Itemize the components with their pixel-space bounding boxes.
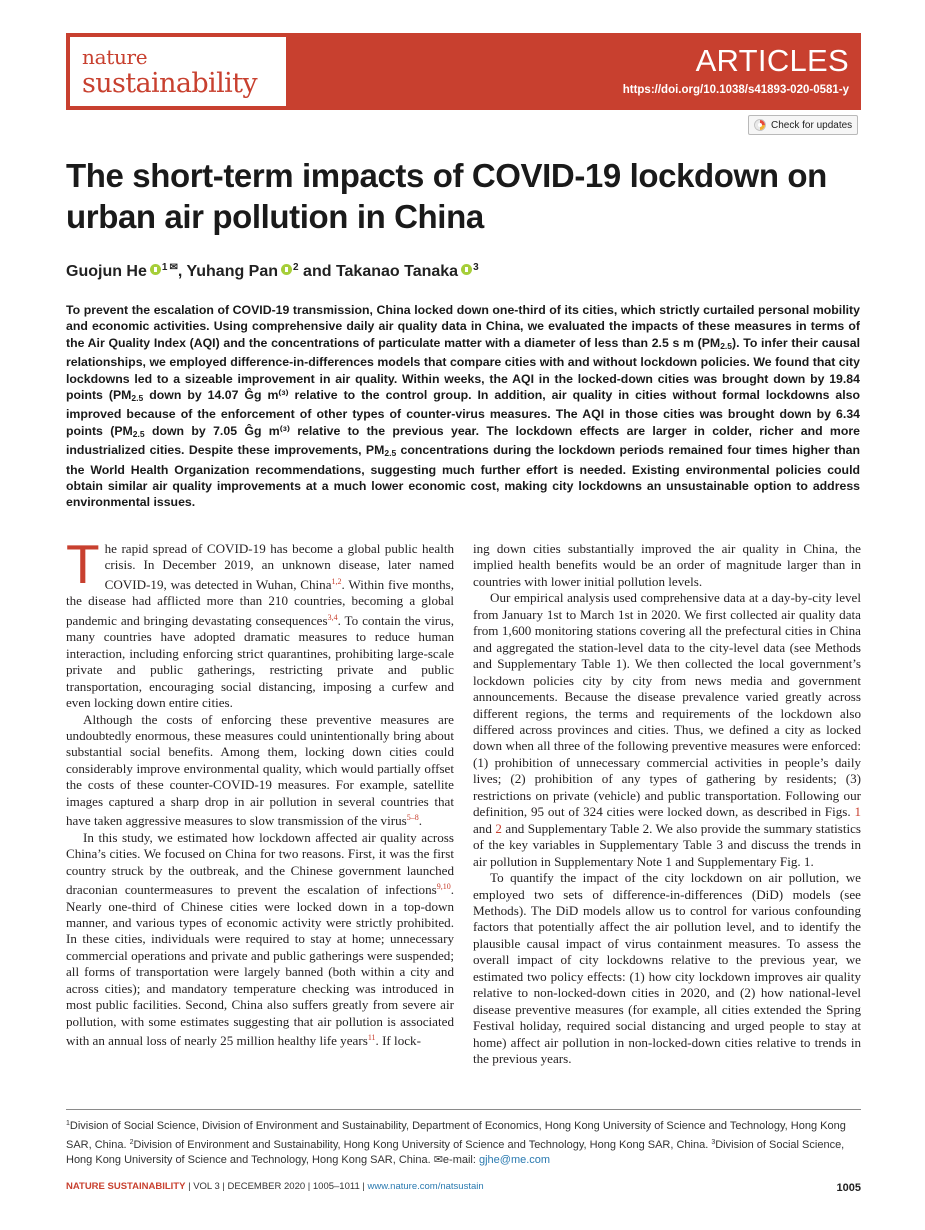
affiliation-marker: 3 <box>473 262 479 273</box>
subscript: 2.5 <box>720 340 733 351</box>
doi-link[interactable]: https://doi.org/10.1038/s41893-020-0581-y <box>622 84 849 96</box>
paragraph-text: . <box>418 813 423 829</box>
figure-link[interactable]: 1 <box>854 804 861 820</box>
abstract-text: down by 7.05 Ĝg m⁽³⁾ relative to the previous year. The lockdown effects are larger in colder, richer and more industrialized cities. Despite these improvements, PM <box>66 423 861 458</box>
paragraph-text: . If lock- <box>375 1033 421 1049</box>
orcid-icon[interactable] <box>461 264 472 275</box>
subscript: 2.5 <box>132 428 145 439</box>
article-title: The short-term impacts of COVID-19 lockdown on urban air pollution in China <box>66 157 827 235</box>
body-column-left <box>66 533 454 1050</box>
paragraph-text: Our empirical analysis used comprehensive data at a day-by-city level from January 1st to March 1st in 2020. We first collected air quality data from 1,600 monitoring stations covering all the prefectural cities in China and aggregated the station-level data to the city-level data (see Methods and Supplementary Table 1). We then collected the local government’s lockdown policies city by city from news media and government announcements. Because the disease prevalence varied greatly across different regions, the terms and requirements of the lockdown also differed across provinces and cities. Thus, we defined a city as locked down when all three of the following preventive measures were enforced: (1) prohibition of unnecessary commercial activities in people’s daily lives; (2) prohibition of any types of gathering by residents; (3) restrictions on private (vehicle) and public transportation. Following our definition, 95 out of 324 cities were locked down, as described in Figs. <box>473 590 861 820</box>
figure-link[interactable]: 2 <box>495 820 502 836</box>
journal-logo[interactable] <box>70 37 286 106</box>
affiliation-text: Division of Social Science, Division of Environment and Sustainability, Department of Economics, Hong Kong University of Science and Technology, Hong Kong SAR, China. <box>66 1120 846 1151</box>
author-name[interactable]: Yuhang Pan <box>186 263 279 280</box>
affiliation-marker: 1 <box>66 1120 70 1127</box>
affiliation-text: Division of Environment and Sustainability, Hong Kong University of Science and Technology, Hong Kong SAR, China. <box>133 1138 712 1151</box>
subscript: 2.5 <box>384 448 397 459</box>
abstract-text: To prevent the escalation of COVID-19 transmission, China locked down one-third of its cities, which strictly curtailed personal mobility and economic activities. Using comprehensive daily air quality data in China, we evaluated the impacts of these measures in terms of the Air Quality Index (AQI) and the concentrations of particulate matter with a diameter of less than 2.5 s m (PM <box>66 303 860 350</box>
abstract <box>66 302 860 511</box>
paragraph-text: . Nearly one-third of Chinese cities were locked down in a top-down manner, and various types of economic activity were strictly prohibited. In these cities, individuals were required to stay at home; unnecessary commercial operations and private and public gatherings were suspended; all forms of transportation were largely banned (both within a city and across cities); and mandatory temperature checking was introduced in most public facilities. Second, China also suffers greatly from severe air pollution, with some estimates suggesting that air pollution is associated with an annual loss of nearly 25 million healthy life years <box>66 882 454 1049</box>
author-list <box>66 262 479 281</box>
author-separator: , <box>177 263 187 280</box>
envelope-icon: ✉ <box>433 1154 443 1167</box>
abstract-text: concentrations during the lockdown periods remained four times higher than the World Health Organization recommendations, suggesting much further effort is needed. Existing environmental policies could obtain similar air quality improvements at a much lower economic cost, making city lockdowns an unsustainable option to address environmental issues. <box>66 443 860 510</box>
paragraph-text: Although the costs of enforcing these preventive measures are undoubtedly enormous, these measures could unintentionally bring about substantial social benefits. Among them, locking down cities could considerably improve environmental quality, which would partially offset the costs of these counter-COVID-19 measures. For example, satellite images captured a sharp drop in air pollution in several countries that have taken aggressive measures to slow transmission of the virus <box>66 711 454 829</box>
body-paragraph <box>66 533 454 712</box>
author-separator: and <box>298 263 336 280</box>
body-paragraph <box>66 830 454 1050</box>
journal-banner <box>66 33 861 110</box>
journal-website-link[interactable]: www.nature.com/natsustain <box>367 1181 484 1192</box>
abstract-text: down by 14.07 Ĝg m⁽³⁾ relative to the control group. In addition, air quality in cities without formal lockdowns also improved because of the enforcement of other types of counter-virus measures. The AQI in those cities was brought down by 6.34 points (PM <box>66 388 861 438</box>
orcid-icon[interactable] <box>150 264 161 275</box>
subscript: 2.5 <box>131 393 144 404</box>
page-footer <box>66 1181 484 1192</box>
paragraph-text: and <box>473 820 496 836</box>
affiliation-marker: 2 <box>129 1138 134 1146</box>
citation-link[interactable]: 3,4 <box>327 612 338 622</box>
affiliations-footnote <box>66 1116 866 1169</box>
affiliation-marker: 1 <box>161 262 168 273</box>
body-paragraph: To quantify the impact of the city lockdown on air pollution, we employed two sets of difference-in-differences (DiD) models (see Methods). The DiD models allow us to control for various confounding factors that potentially affect the air pollution level, and to identify the plausible causal impact of virus containment measures. To assess the overall impact of city lockdowns relative to the previous year, we estimated two policy effects: (1) how city lockdown improves air quality relative to non-locked-down cities in 2020, and (2) how national-level disease preventive measures (for example, all cities extended the Spring Festival holiday, required social distancing and urged people to stay at home) affect air pollution in non-locked-down cities relative to trends in the previous years. <box>473 870 861 1067</box>
affiliation-text: Division of Social Science, Hong Kong University of Science and Technology, Hong Kong SAR, China. <box>66 1138 845 1167</box>
logo-nature-text: nature <box>82 45 148 69</box>
abstract-text: ). To infer their causal relationships, we employed difference-in-differences models that compare cities with and without lockdown policies. We found that city lockdowns led to a sizeable improvement in air quality. Within weeks, the AQI in the locked-down cities was brought down by 19.84 points (PM <box>66 335 860 403</box>
paragraph-text: he rapid spread of COVID-19 has become a global public health crisis. In December 2019, an unknown disease, later named COVID-19, was detected in Wuhan, China <box>104 541 454 592</box>
body-column-right <box>473 541 861 1068</box>
citation-link[interactable]: 11 <box>367 1033 376 1043</box>
author-name[interactable]: Takanao Tanaka <box>335 263 459 280</box>
journal-name: NATURE SUSTAINABILITY <box>66 1181 186 1192</box>
affiliation-marker: 3 <box>711 1138 716 1146</box>
body-paragraph <box>66 712 454 830</box>
logo-sustainability-text: sustainability <box>82 68 258 99</box>
check-for-updates-label: Check for updates <box>771 119 853 131</box>
affiliation-marker: 2 <box>293 262 299 273</box>
paragraph-text: . Within five months, the disease had afflicted more than 210 countries, becoming a global pandemic and bringing devastating consequences <box>66 576 454 628</box>
paragraph-text: and Supplementary Table 2. We also provide the summary statistics of the key variables in Supplementary Table 3 and discuss the trends in air pollution in Supplementary Note 1 and Supplementary Fig. 1. <box>473 820 861 869</box>
issue-info: | VOL 3 | DECEMBER 2020 | 1005–1011 | <box>185 1181 368 1192</box>
body-paragraph <box>473 590 861 870</box>
orcid-icon[interactable] <box>281 264 292 275</box>
body-paragraph: ing down cities substantially improved the air quality in China, the implied health benefits would be an order of magnitude larger than in countries with lower initial pollution levels. <box>473 541 861 589</box>
paragraph-text: . To contain the virus, many countries have adopted dramatic measures to reduce human interaction, including enforcing strict quarantines, prohibiting large-scale private and public gatherings, restricting private and public transportation, encouraging social distancing, imposing a curfew and even locking down entire cities. <box>66 612 454 711</box>
check-for-updates-button[interactable] <box>748 115 858 135</box>
email-label: e-mail: <box>442 1154 479 1167</box>
email-link[interactable]: gjhe@me.com <box>478 1154 551 1167</box>
citation-link[interactable]: 5–8 <box>406 813 419 823</box>
crossmark-icon <box>754 119 766 131</box>
author-name[interactable]: Guojun He <box>66 263 147 280</box>
footnote-divider <box>66 1109 861 1110</box>
page-number: 1005 <box>836 1182 861 1194</box>
citation-link[interactable]: 1,2 <box>331 576 342 586</box>
citation-link[interactable]: 9,10 <box>436 882 451 892</box>
paragraph-text: In this study, we estimated how lockdown affected air quality across China’s cities. We focused on China for two reasons. First, it was the first country struck by the outbreak, and the Chinese government launched draconian countermeasures to prevent the escalation of infections <box>66 829 454 898</box>
drop-cap: T <box>66 533 100 595</box>
envelope-icon[interactable]: ✉ <box>169 262 178 273</box>
section-label: ARTICLES <box>695 43 849 78</box>
